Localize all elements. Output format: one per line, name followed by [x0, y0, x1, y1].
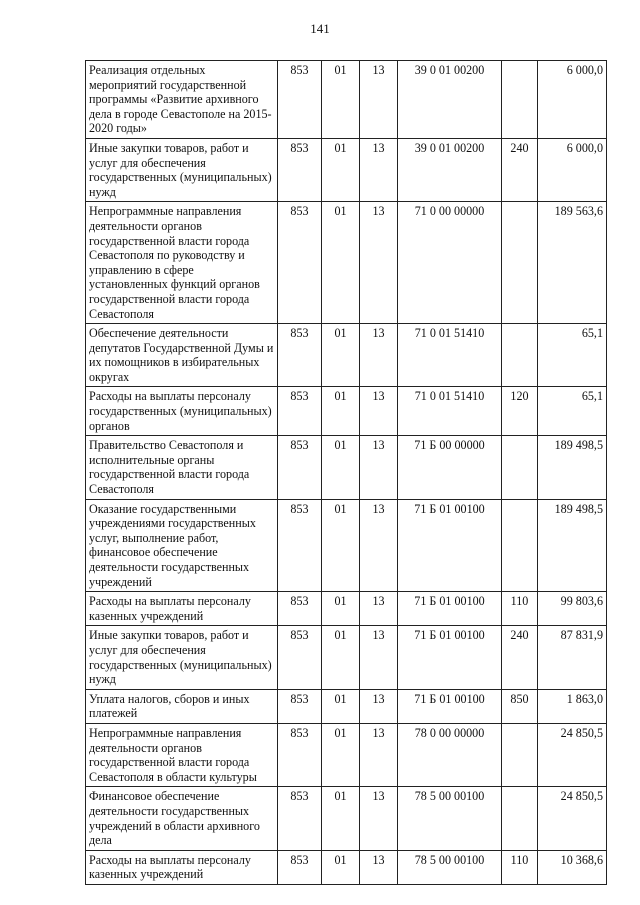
cell-rz: 01: [322, 324, 360, 387]
cell-sum: 24 850,5: [538, 787, 607, 850]
cell-name: Расходы на выплаты персоналу казенных учреждений: [86, 850, 278, 884]
cell-gr: 853: [278, 689, 322, 723]
cell-vr: 110: [502, 592, 538, 626]
table-row: [86, 626, 607, 689]
table-row: [86, 324, 607, 387]
table-row: [86, 202, 607, 324]
cell-name: Уплата налогов, сборов и иных платежей: [86, 689, 278, 723]
cell-rz: 01: [322, 787, 360, 850]
cell-csr: 39 0 01 00200: [398, 61, 502, 139]
table-row: [86, 61, 607, 139]
cell-vr: 240: [502, 626, 538, 689]
cell-name: Расходы на выплаты персоналу государственных (муниципальных) органов: [86, 387, 278, 436]
cell-csr: 78 5 00 00100: [398, 787, 502, 850]
cell-sum: 65,1: [538, 387, 607, 436]
cell-gr: 853: [278, 138, 322, 201]
cell-pr: 13: [360, 689, 398, 723]
cell-vr: 850: [502, 689, 538, 723]
cell-vr: 110: [502, 850, 538, 884]
cell-sum: 87 831,9: [538, 626, 607, 689]
table-row: [86, 138, 607, 201]
cell-name: Оказание государственными учреждениями государственных услуг, выполнение работ, финансовое обеспечение деятельности государственных учреждений: [86, 499, 278, 592]
cell-name: Иные закупки товаров, работ и услуг для обеспечения государственных (муниципальных) нужд: [86, 138, 278, 201]
cell-gr: 853: [278, 324, 322, 387]
cell-name: Финансовое обеспечение деятельности государственных учреждений в области архивного дела: [86, 787, 278, 850]
cell-name: Непрограммные направления деятельности органов государственной власти города Севастополя в области культуры: [86, 723, 278, 786]
cell-name: Расходы на выплаты персоналу казенных учреждений: [86, 592, 278, 626]
cell-pr: 13: [360, 138, 398, 201]
cell-csr: 78 5 00 00100: [398, 850, 502, 884]
table-row: [86, 787, 607, 850]
cell-sum: 189 563,6: [538, 202, 607, 324]
cell-csr: 71 Б 01 00100: [398, 499, 502, 592]
cell-rz: 01: [322, 387, 360, 436]
table-row: [86, 499, 607, 592]
cell-gr: 853: [278, 592, 322, 626]
cell-rz: 01: [322, 592, 360, 626]
page-number: 141: [310, 21, 330, 36]
cell-vr: 240: [502, 138, 538, 201]
cell-pr: 13: [360, 387, 398, 436]
budget-table-body: [86, 61, 607, 885]
cell-csr: 78 0 00 00000: [398, 723, 502, 786]
cell-rz: 01: [322, 436, 360, 499]
cell-gr: 853: [278, 787, 322, 850]
cell-name: Иные закупки товаров, работ и услуг для обеспечения государственных (муниципальных) нужд: [86, 626, 278, 689]
cell-rz: 01: [322, 689, 360, 723]
cell-pr: 13: [360, 202, 398, 324]
cell-csr: 71 Б 01 00100: [398, 626, 502, 689]
cell-vr: [502, 436, 538, 499]
cell-rz: 01: [322, 723, 360, 786]
budget-table: [85, 60, 607, 885]
cell-sum: 6 000,0: [538, 61, 607, 139]
table-row: [86, 592, 607, 626]
cell-gr: 853: [278, 723, 322, 786]
cell-pr: 13: [360, 850, 398, 884]
cell-vr: [502, 202, 538, 324]
table-row: [86, 850, 607, 884]
cell-pr: 13: [360, 436, 398, 499]
cell-pr: 13: [360, 592, 398, 626]
cell-rz: 01: [322, 202, 360, 324]
cell-csr: 71 Б 00 00000: [398, 436, 502, 499]
table-row: [86, 689, 607, 723]
cell-gr: 853: [278, 850, 322, 884]
cell-gr: 853: [278, 499, 322, 592]
cell-csr: 71 0 00 00000: [398, 202, 502, 324]
cell-sum: 24 850,5: [538, 723, 607, 786]
cell-name: Правительство Севастополя и исполнительные органы государственной власти города Севастополя: [86, 436, 278, 499]
cell-rz: 01: [322, 61, 360, 139]
cell-csr: 71 Б 01 00100: [398, 592, 502, 626]
cell-sum: 6 000,0: [538, 138, 607, 201]
cell-name: Реализация отдельных мероприятий государственной программы «Развитие архивного дела в городе Севастополе на 2015-2020 годы»: [86, 61, 278, 139]
cell-vr: [502, 61, 538, 139]
cell-sum: 65,1: [538, 324, 607, 387]
cell-csr: 71 Б 01 00100: [398, 689, 502, 723]
cell-csr: 71 0 01 51410: [398, 387, 502, 436]
cell-sum: 99 803,6: [538, 592, 607, 626]
cell-gr: 853: [278, 436, 322, 499]
table-row: [86, 387, 607, 436]
cell-pr: 13: [360, 61, 398, 139]
cell-pr: 13: [360, 324, 398, 387]
cell-vr: 120: [502, 387, 538, 436]
cell-sum: 189 498,5: [538, 436, 607, 499]
cell-pr: 13: [360, 723, 398, 786]
cell-pr: 13: [360, 626, 398, 689]
cell-csr: 39 0 01 00200: [398, 138, 502, 201]
cell-gr: 853: [278, 626, 322, 689]
cell-vr: [502, 787, 538, 850]
cell-gr: 853: [278, 61, 322, 139]
cell-rz: 01: [322, 626, 360, 689]
cell-pr: 13: [360, 787, 398, 850]
table-row: [86, 723, 607, 786]
table-row: [86, 436, 607, 499]
cell-sum: 189 498,5: [538, 499, 607, 592]
cell-gr: 853: [278, 202, 322, 324]
cell-rz: 01: [322, 850, 360, 884]
cell-sum: 10 368,6: [538, 850, 607, 884]
cell-vr: [502, 499, 538, 592]
cell-rz: 01: [322, 499, 360, 592]
cell-name: Непрограммные направления деятельности органов государственной власти города Севастополя по руководству и управлению в сфере установленных функций органов государственной власти города Севастополя: [86, 202, 278, 324]
cell-name: Обеспечение деятельности депутатов Государственной Думы и их помощников в избирательных округах: [86, 324, 278, 387]
cell-rz: 01: [322, 138, 360, 201]
cell-csr: 71 0 01 51410: [398, 324, 502, 387]
cell-gr: 853: [278, 387, 322, 436]
cell-vr: [502, 723, 538, 786]
cell-vr: [502, 324, 538, 387]
cell-sum: 1 863,0: [538, 689, 607, 723]
cell-pr: 13: [360, 499, 398, 592]
